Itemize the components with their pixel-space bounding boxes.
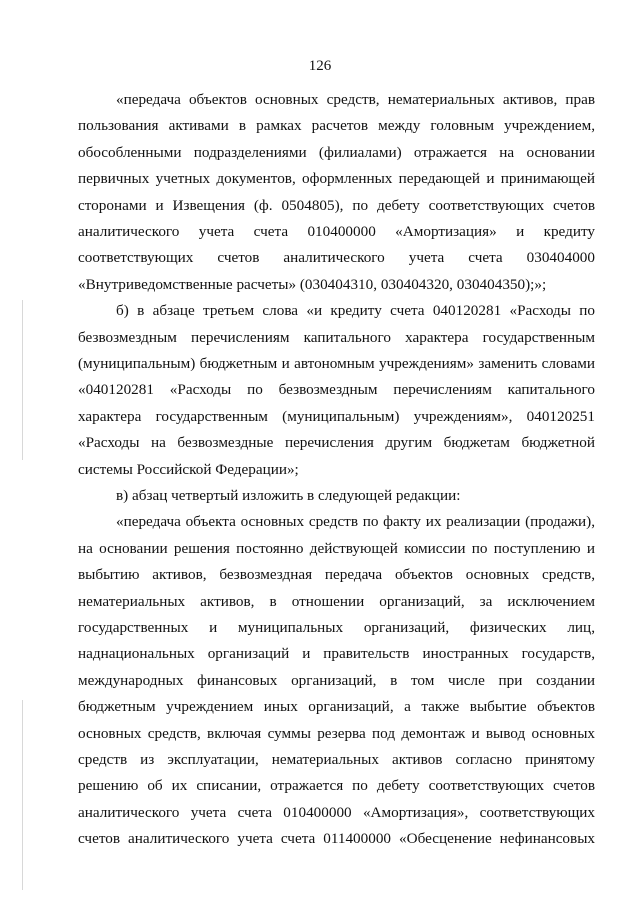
text-line: на основании решения постоянно действующей комиссии по поступлению и: [78, 539, 595, 557]
page-number: 126: [308, 58, 332, 74]
text-line: безвозмездным перечислениям капитального характера государственным: [78, 328, 595, 346]
text-line: средств из эксплуатации, нематериальных активов согласно принятому: [78, 751, 595, 768]
text-line: «040120281 «Расходы по безвозмездным перечислениям капитального: [78, 381, 595, 399]
text-line: обособленными подразделениями (филиалами) отражается на основании: [78, 143, 595, 161]
text-line: счетов аналитического учета счета 011400000 «Обесценение нефинансовых: [78, 830, 595, 848]
text-line: б) в абзаце третьем слова «и кредиту счета 040120281 «Расходы по: [116, 302, 595, 320]
text-line: «передача объекта основных средств по факту их реализации (продажи),: [116, 513, 595, 531]
text-line: сторонами и Извещения (ф. 0504805), по дебету соответствующих счетов: [78, 196, 595, 214]
text-line: нематериальных активов, в отношении организаций, за исключением: [78, 592, 595, 610]
text-line: основных средств, включая суммы резерва под демонтаж и вывод основных: [78, 724, 595, 742]
text-line: аналитического учета счета 010400000 «Амортизация» и кредиту: [78, 223, 595, 240]
text-line: выбытию активов, безвозмездная передача объектов основных средств,: [78, 566, 595, 584]
text-line: в) абзац четвертый изложить в следующей редакции:: [116, 487, 461, 504]
text-line: (муниципальным) бюджетным и автономным учреждениям» заменить словами: [78, 355, 595, 372]
text-line: бюджетным учреждением иных организаций, а также выбытие объектов: [78, 698, 595, 716]
scan-edge-mark: [22, 700, 23, 890]
text-line: решению об их списании, отражается по дебету соответствующих счетов: [78, 777, 595, 795]
text-line: пользования активами в рамках расчетов между головным учреждением,: [78, 117, 595, 135]
text-line: соответствующих счетов аналитического учета счета 030404000: [78, 249, 595, 267]
text-line: наднациональных организаций и правительств иностранных государств,: [78, 645, 595, 663]
text-line: «Внутриведомственные расчеты» (030404310, 030404320, 030404350);»;: [78, 275, 547, 293]
text-line: характера государственным (муниципальным) учреждениям», 040120251: [78, 407, 595, 425]
text-line: «Расходы на безвозмездные перечисления другим бюджетам бюджетной: [78, 434, 595, 452]
text-line: аналитического учета счета 010400000 «Амортизация», соответствующих: [78, 803, 595, 821]
scan-edge-mark: [22, 300, 23, 460]
text-line: «передача объектов основных средств, нематериальных активов, прав: [116, 91, 595, 108]
text-line: системы Российской Федерации»;: [78, 460, 299, 478]
text-line: первичных учетных документов, оформленных передающей и принимающей: [78, 170, 595, 188]
text-line: международных финансовых организаций, в том числе при создании: [78, 671, 595, 689]
text-line: государственных и муниципальных организаций, физических лиц,: [78, 619, 595, 636]
